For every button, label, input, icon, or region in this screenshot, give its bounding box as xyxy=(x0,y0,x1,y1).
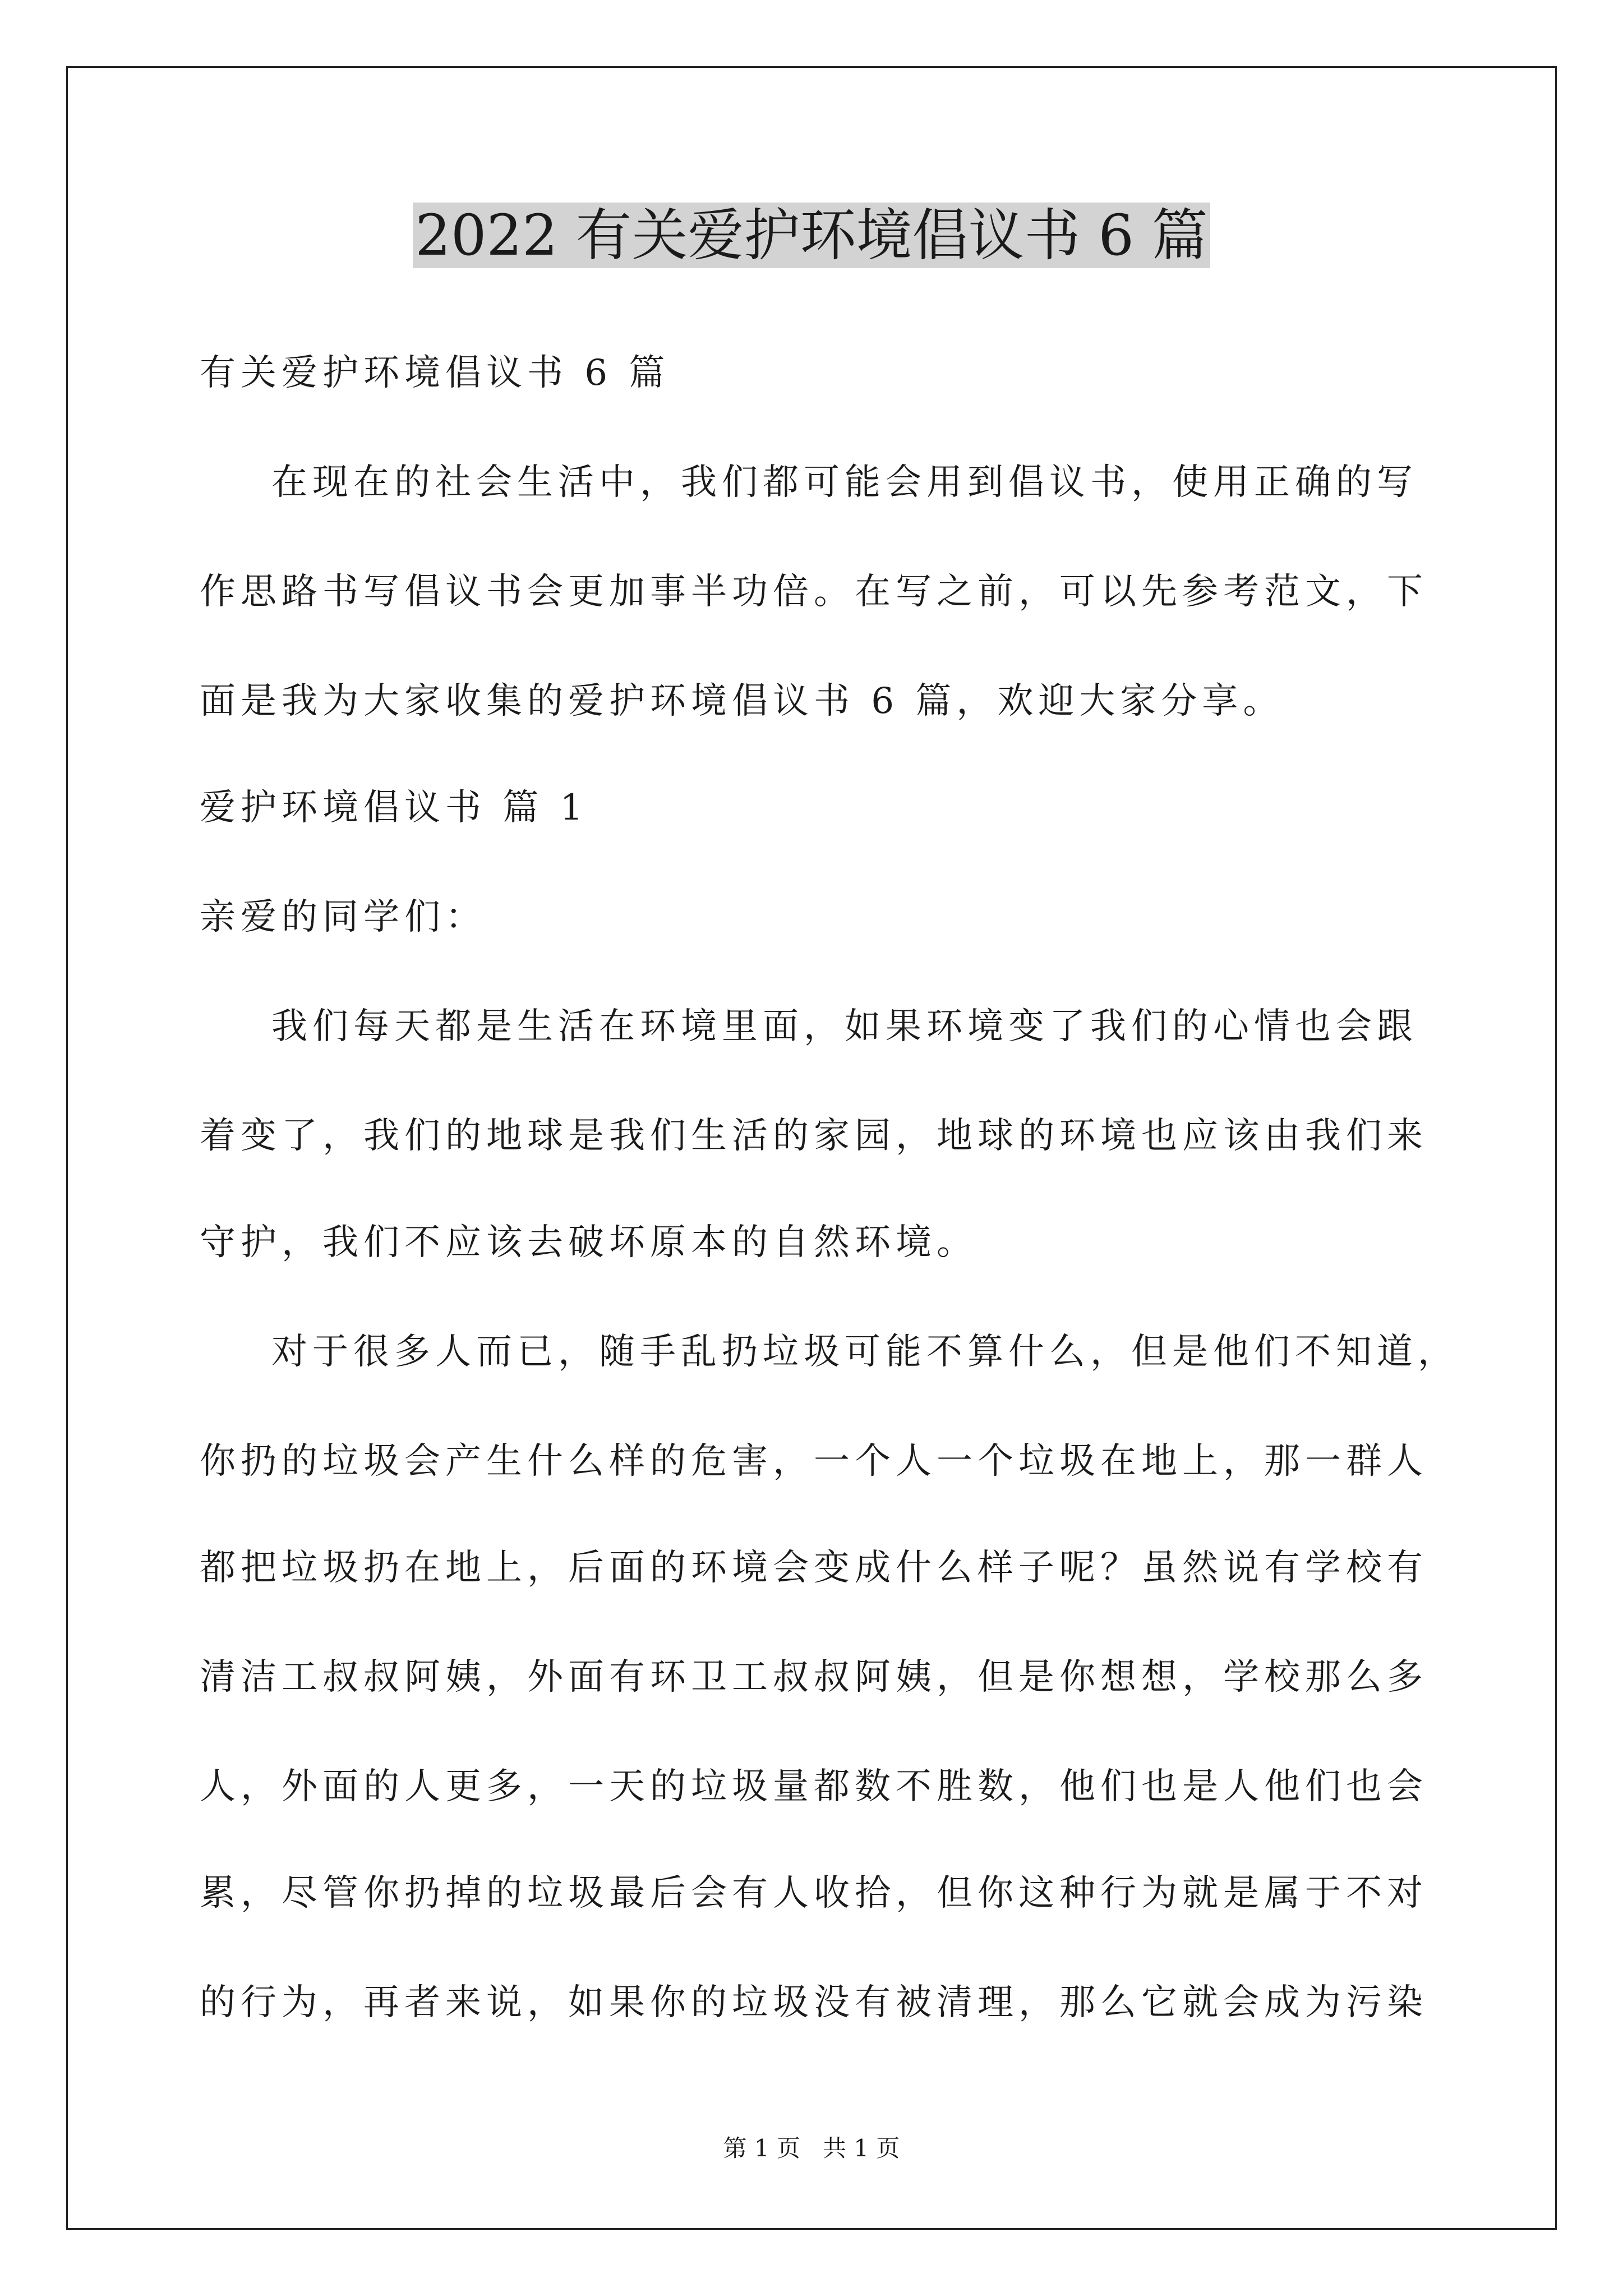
paragraph-line: 面是我为大家收集的爱护环境倡议书 6 篇，欢迎大家分享。 xyxy=(200,680,1284,722)
paragraph-line: 的行为，再者来说，如果你的垃圾没有被清理，那么它就会成为污染 xyxy=(200,1982,1428,2023)
paragraph-line: 作思路书写倡议书会更加事半功倍。在写之前，可以先参考范文，下 xyxy=(200,571,1428,613)
paragraph-line: 我们每天都是生活在环境里面，如果环境变了我们的心情也会跟 xyxy=(271,1006,1418,1047)
paragraph-line: 守护，我们不应该去破坏原本的自然环境。 xyxy=(200,1222,978,1263)
paragraph-line: 对于很多人而已，随手乱扔垃圾可能不算什么，但是他们不知道， xyxy=(271,1331,1459,1373)
page-number: 第 1 页 xyxy=(723,2134,800,2162)
paragraph-line: 累，尽管你扔掉的垃圾最后会有人收拾，但你这种行为就是属于不对 xyxy=(200,1872,1428,1914)
page-footer xyxy=(0,2132,1623,2165)
paragraph-line: 着变了，我们的地球是我们生活的家园，地球的环境也应该由我们来 xyxy=(200,1115,1428,1157)
section-heading: 爱护环境倡议书 篇 1 xyxy=(200,787,588,829)
paragraph-line: 人，外面的人更多，一天的垃圾量都数不胜数，他们也是人他们也会 xyxy=(200,1766,1428,1807)
paragraph-line: 清洁工叔叔阿姨，外面有环卫工叔叔阿姨，但是你想想，学校那么多 xyxy=(200,1657,1428,1698)
paragraph-line: 你扔的垃圾会产生什么样的危害，一个人一个垃圾在地上，那一群人 xyxy=(200,1441,1428,1482)
salutation-line: 亲爱的同学们： xyxy=(200,896,486,938)
paragraph-line: 都把垃圾扔在地上，后面的环境会变成什么样子呢？虽然说有学校有 xyxy=(200,1547,1428,1589)
document-title-text: 2022 有关爱护环境倡议书 6 篇 xyxy=(413,203,1210,268)
paragraph-line: 在现在的社会生活中，我们都可能会用到倡议书，使用正确的写 xyxy=(271,462,1418,503)
document-title xyxy=(0,191,1623,280)
page-total: 共 1 页 xyxy=(823,2134,900,2162)
subtitle-line: 有关爱护环境倡议书 6 篇 xyxy=(200,352,670,394)
